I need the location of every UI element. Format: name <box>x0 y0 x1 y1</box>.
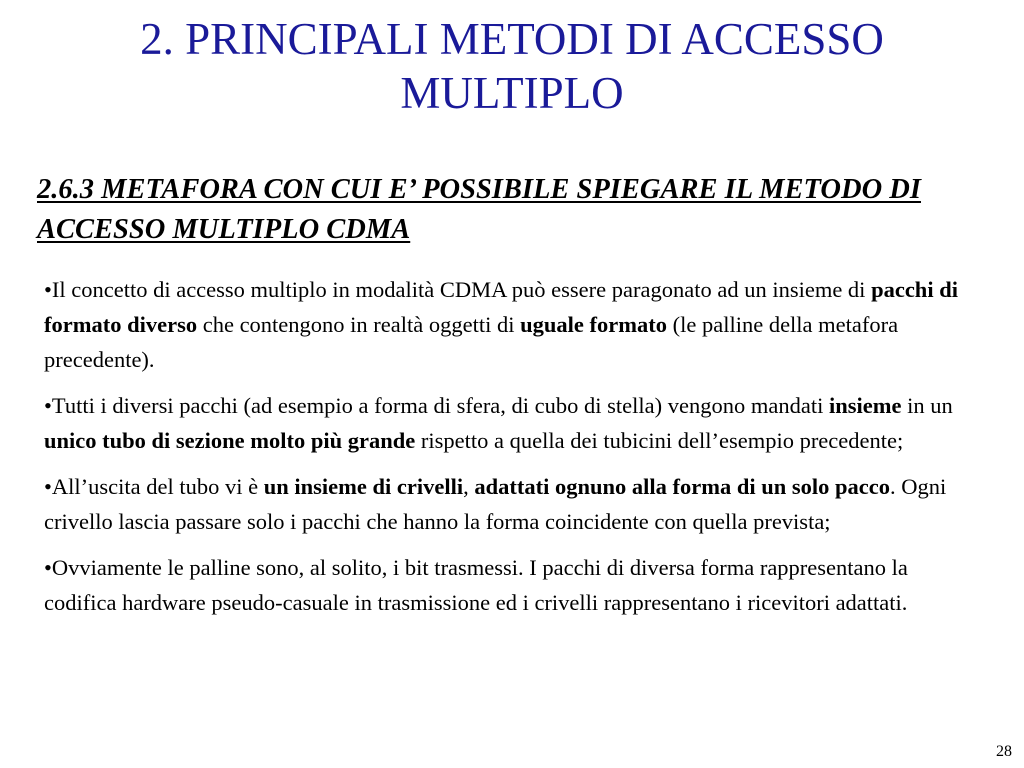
bullet-text: •Ovviamente le palline sono, al solito, i bit trasmessi. I pacchi di diversa forma rappresentano la codifica hardware pseudo-casuale in trasmissione ed i crivelli rappresentano i ricevitori adattati. <box>44 555 908 615</box>
bullet-item <box>44 550 984 620</box>
bullet-text: , <box>463 474 475 499</box>
page-number: 28 <box>996 743 1012 760</box>
bullet-text: . Ogni crivello lascia passare solo i pacchi che hanno la forma coincidente con quella prevista; <box>44 474 947 534</box>
bullet-bold-text: insieme <box>828 393 902 418</box>
bullet-item <box>44 272 984 377</box>
bullet-bold-text: pacchi di formato diverso <box>44 277 958 337</box>
bullet-text: •All’uscita del tubo vi è <box>44 474 264 499</box>
bullet-text: •Tutti i diversi pacchi (ad esempio a forma di sfera, di cubo di stella) vengono mandati <box>44 393 829 418</box>
bullet-list <box>44 272 984 631</box>
bullet-text: rispetto a quella dei tubicini dell’esempio precedente; <box>415 428 904 453</box>
bullet-bold-text: uguale formato <box>520 312 667 337</box>
bullet-bold-text: unico tubo di sezione molto più grande <box>44 428 416 453</box>
bullet-text: (le palline della metafora precedente). <box>44 312 899 372</box>
bullet-item <box>44 469 984 539</box>
bullet-text: che contengono in realtà oggetti di <box>197 312 521 337</box>
bullet-bold-text: un insieme di crivelli <box>263 474 464 499</box>
bullet-text: •Il concetto di accesso multiplo in modalità CDMA può essere paragonato ad un insieme di <box>44 277 872 302</box>
bullet-text: in un <box>901 393 953 418</box>
bullet-item <box>44 388 984 458</box>
slide-title: 2. PRINCIPALI METODI DI ACCESSO MULTIPLO <box>140 14 884 118</box>
section-heading: 2.6.3 METAFORA CON CUI E’ POSSIBILE SPIEGARE IL METODO DI ACCESSO MULTIPLO CDMA <box>37 174 921 245</box>
bullet-bold-text: adattati ognuno alla forma di un solo pacco <box>474 474 891 499</box>
